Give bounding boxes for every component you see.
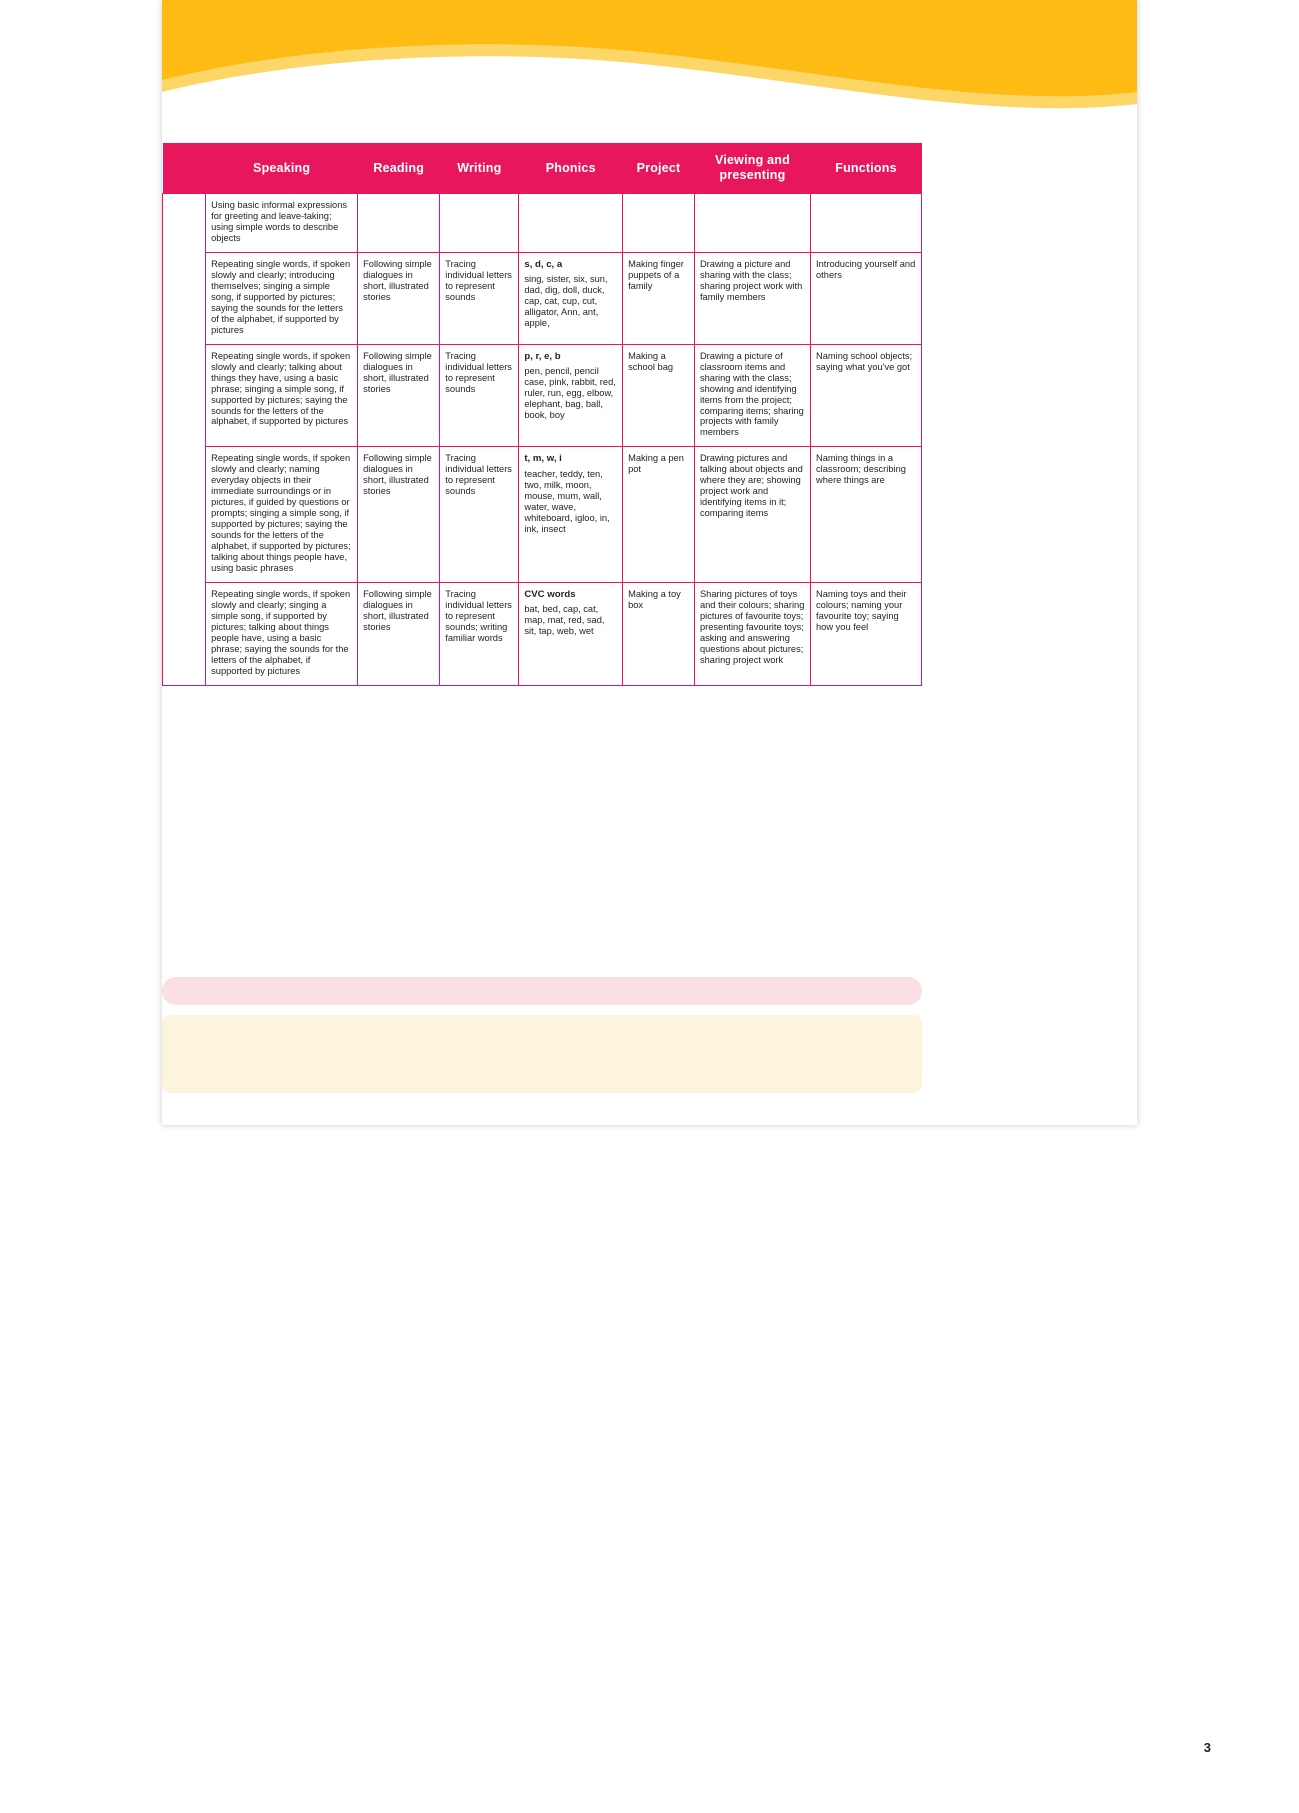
- cell-reading: Following simple dialogues in short, illustrated stories: [358, 344, 440, 447]
- phonics-wordlist: pen, pencil, pencil case, pink, rabbit, red, ruler, run, egg, elbow, elephant, bag, ball, book, boy: [524, 365, 616, 420]
- table-row: [163, 194, 922, 253]
- phonics-letters: t, m, w, i: [524, 453, 562, 465]
- cell-speaking: Repeating single words, if spoken slowly and clearly; introducing themselves; singing a simple song, if supported by pictures; saying the sounds for the letters of the alphabet, if supported by pictures: [206, 252, 358, 344]
- row-label-cell: [163, 583, 206, 686]
- table-header-row: [163, 143, 922, 194]
- cell-writing: Tracing individual letters to represent sounds: [440, 447, 519, 583]
- cell-functions: Introducing yourself and others: [811, 252, 922, 344]
- column-header-phonics: Phonics: [519, 143, 623, 194]
- cell-functions: Naming toys and their colours; naming your favourite toy; saying how you feel: [811, 583, 922, 686]
- cell-writing: Tracing individual letters to represent sounds; writing familiar words: [440, 583, 519, 686]
- cell-speaking: Repeating single words, if spoken slowly and clearly; talking about things they have, using a basic phrase; singing a simple song, if supported by pictures; saying the sounds for the letters of the alphabet, if supported by pictures: [206, 344, 358, 447]
- cell-project: Making finger puppets of a family: [623, 252, 695, 344]
- cell-writing: Tracing individual letters to represent sounds: [440, 344, 519, 447]
- phonics-wordlist: teacher, teddy, ten, two, milk, moon, mouse, mum, wall, water, wave, whiteboard, igloo, in, ink, insect: [524, 468, 610, 534]
- cell-project: Making a toy box: [623, 583, 695, 686]
- cell-writing: [440, 194, 519, 253]
- phonics-wordlist: sing, sister, six, sun, dad, dig, doll, duck, cap, cat, cup, cut, alligator, Ann, ant, apple,: [524, 274, 608, 329]
- table-row: [163, 583, 922, 686]
- row-label-cell: [163, 344, 206, 447]
- cell-reading: Following simple dialogues in short, illustrated stories: [358, 583, 440, 686]
- phonics-letters: CVC words: [524, 589, 576, 601]
- cell-phonics: [519, 194, 623, 253]
- column-header-viewing-and-presenting: Viewing and presenting: [694, 143, 810, 194]
- column-header-writing: Writing: [440, 143, 519, 194]
- decorative-cream-band: [162, 1015, 922, 1093]
- cell-phonics: [519, 583, 623, 686]
- row-label-cell: [163, 252, 206, 344]
- cell-phonics: [519, 252, 623, 344]
- cell-viewing: [694, 194, 810, 253]
- cell-speaking: Repeating single words, if spoken slowly and clearly; singing a simple song, if supported by pictures; talking about things people have, using a basic phrase; saying the sounds for the letters of the alphabet, if supported by pictures: [206, 583, 358, 686]
- table-row: [163, 447, 922, 583]
- cell-reading: [358, 194, 440, 253]
- table-row: [163, 252, 922, 344]
- column-header-project: Project: [623, 143, 695, 194]
- column-header-reading: Reading: [358, 143, 440, 194]
- cell-viewing: Drawing pictures and talking about objects and where they are; showing project work and identifying items in it; comparing items: [694, 447, 810, 583]
- cell-project: Making a pen pot: [623, 447, 695, 583]
- phonics-letters: s, d, c, a: [524, 258, 563, 270]
- column-header-functions: Functions: [811, 143, 922, 194]
- decorative-pink-band: [162, 977, 922, 1005]
- cell-project: Making a school bag: [623, 344, 695, 447]
- cell-viewing: Drawing a picture and sharing with the class; sharing project work with family members: [694, 252, 810, 344]
- column-header-blank: [163, 143, 206, 194]
- row-label-cell: [163, 447, 206, 583]
- page-number: 3: [1203, 1740, 1211, 1755]
- cell-speaking: Using basic informal expressions for greeting and leave-taking; using simple words to describe objects: [206, 194, 358, 253]
- cell-viewing: Sharing pictures of toys and their colours; sharing pictures of favourite toys; presenting favourite toys; asking and answering questions about pictures; sharing project work: [694, 583, 810, 686]
- phonics-letters: p, r, e, b: [524, 350, 561, 362]
- cell-functions: Naming things in a classroom; describing where things are: [811, 447, 922, 583]
- cell-functions: [811, 194, 922, 253]
- table-row: [163, 344, 922, 447]
- cell-phonics: [519, 344, 623, 447]
- cell-project: [623, 194, 695, 253]
- cell-writing: Tracing individual letters to represent sounds: [440, 252, 519, 344]
- cell-functions: Naming school objects; saying what you've got: [811, 344, 922, 447]
- cell-reading: Following simple dialogues in short, illustrated stories: [358, 252, 440, 344]
- cell-phonics: [519, 447, 623, 583]
- phonics-wordlist: bat, bed, cap, cat, map, mat, red, sad, sit, tap, web, wet: [524, 604, 605, 637]
- cell-viewing: Drawing a picture of classroom items and sharing with the class; showing and identifying items from the project; comparing items; sharing projects with family members: [694, 344, 810, 447]
- row-label-cell: [163, 194, 206, 253]
- document-page: [162, 0, 1137, 1125]
- curriculum-table-wrapper: [162, 143, 1137, 686]
- curriculum-table: [162, 143, 922, 686]
- column-header-speaking: Speaking: [206, 143, 358, 194]
- header-wave-decoration: [162, 0, 1137, 122]
- cell-speaking: Repeating single words, if spoken slowly and clearly; naming everyday objects in their immediate surroundings or in pictures, if guided by questions or prompts; singing a simple song, if supported by pictures; saying the sounds for the letters of the alphabet, if supported by pictures; talking about things people have, using basic phrases: [206, 447, 358, 583]
- cell-reading: Following simple dialogues in short, illustrated stories: [358, 447, 440, 583]
